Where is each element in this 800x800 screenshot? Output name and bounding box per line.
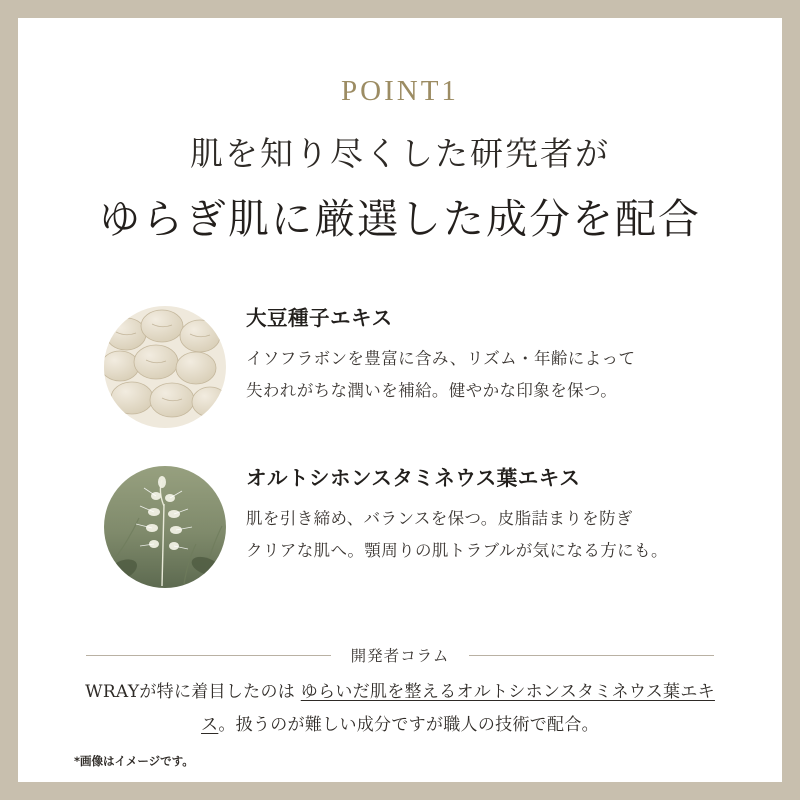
ingredient-name: 大豆種子エキス [246,306,393,330]
card-surface [18,18,782,782]
footnote: *画像はイメージです。 [74,754,194,768]
headline-line-1: 肌を知り尽くした研究者が [190,134,610,173]
column-text-after: 。扱うのが難しい成分ですが職人の技術で配合。 [218,715,599,736]
ingredient-description-line-2: 失われがちな潤いを補給。健やかな印象を保つ。 [246,380,618,400]
point-label: POINT1 [341,75,459,107]
column-text-before: WRAYが特に着目したのは [85,682,301,702]
ingredient-description-line-1: イソフラボンを豊富に含み、リズム・年齢によって [246,348,636,368]
headline-line-2: ゆらぎ肌に厳選した成分を配合 [99,195,701,243]
column-title: 開発者コラム [350,647,450,665]
ingredient-description [246,503,756,567]
ingredient-description-line-1: 肌を引き締め、バランスを保つ。皮脂詰まりを防ぎ [246,508,633,528]
ingredient-text-orthosiphon [246,466,756,567]
ingredient-text-soybean [246,306,756,407]
ingredient-description-line-2: クリアな肌へ。顎周りの肌トラブルが気になる方にも。 [246,540,668,560]
ingredient-name: オルトシホンスタミネウス葉エキス [246,466,581,490]
column-header [18,644,782,666]
column-text-underlined: ゆらいだ肌を整えるオルトシホンスタミネウス葉エキス [201,682,715,736]
column-body [72,676,728,742]
orthosiphon-plant-photo [104,466,226,588]
card-inner [18,18,782,782]
soybean-photo [104,306,226,428]
ingredient-description [246,343,756,407]
